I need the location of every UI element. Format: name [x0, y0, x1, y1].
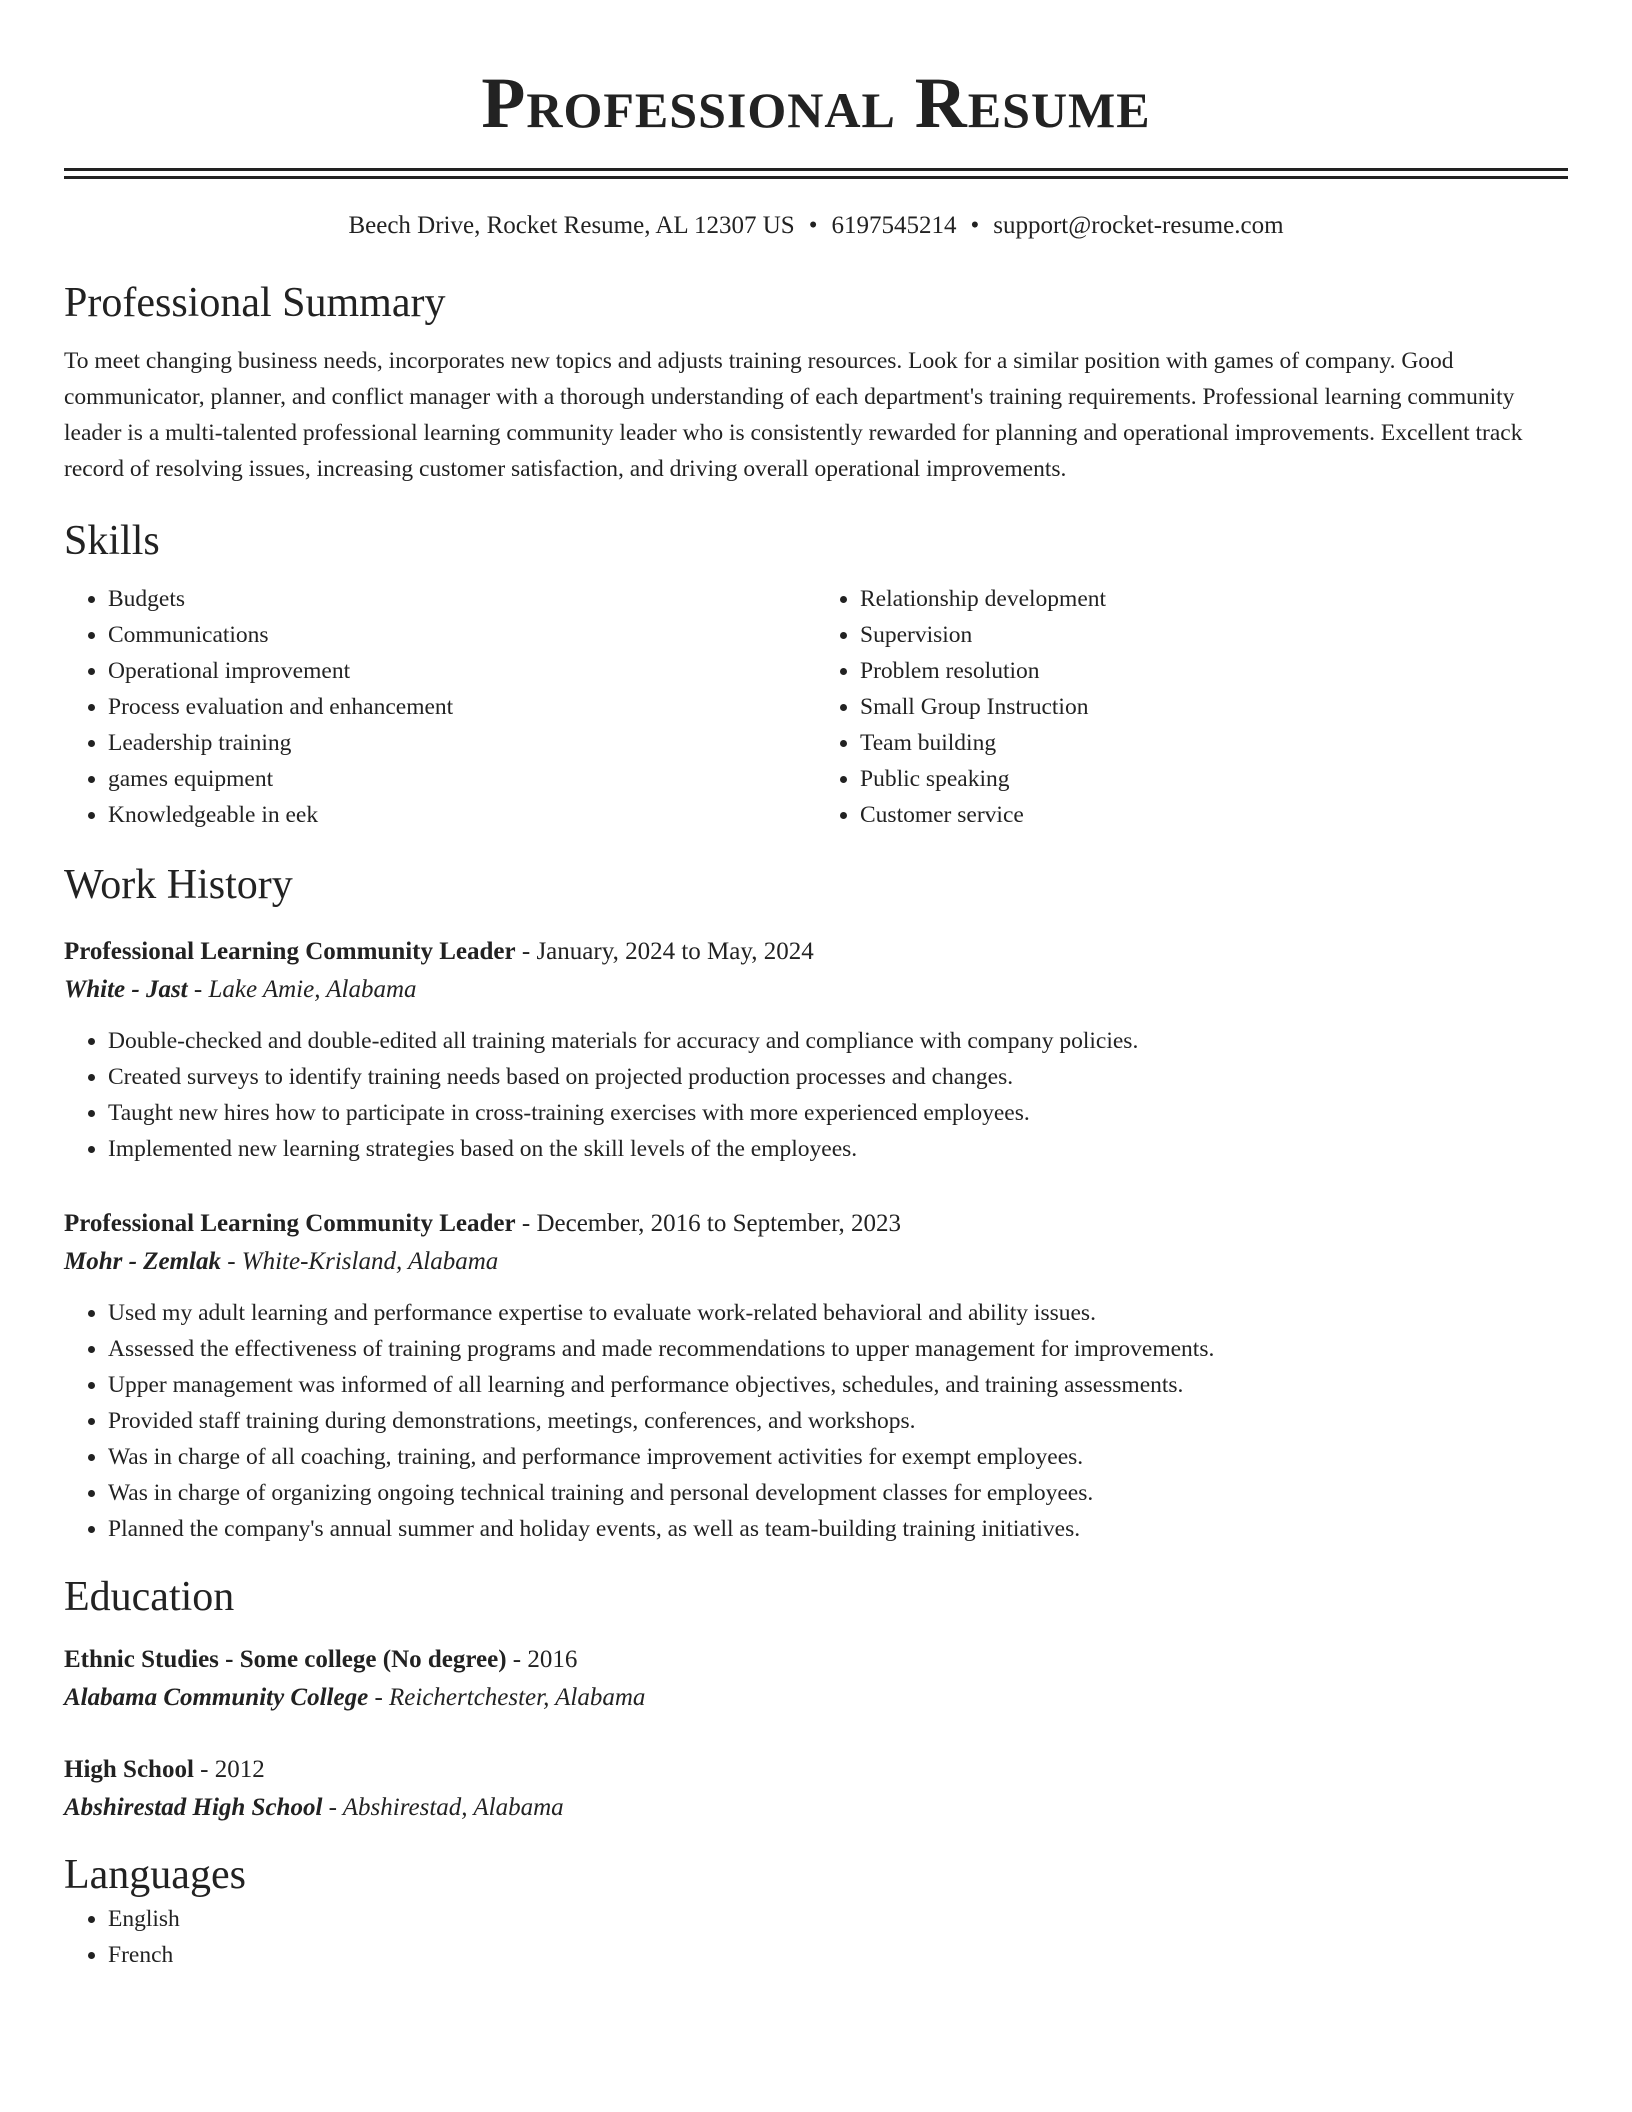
languages-heading: Languages	[64, 1852, 246, 1898]
degree-line	[64, 1751, 1568, 1789]
school-name: Alabama Community College	[64, 1684, 369, 1711]
job-bullet: • Was in charge of all coaching, training, and performance improvement activities for exempt employees.	[108, 1439, 1568, 1475]
title-double-rule	[64, 168, 1568, 179]
skill-item: • Public speaking	[860, 761, 1568, 797]
degree-name: High School	[64, 1756, 194, 1783]
job-bullet: • Planned the company's annual summer and holiday events, as well as team-building training initiatives.	[108, 1511, 1568, 1547]
skills-heading: Skills	[64, 518, 160, 564]
work-history-heading: Work History	[64, 862, 293, 908]
job-bullet: • Implemented new learning strategies based on the skill levels of the employees.	[108, 1131, 1568, 1167]
job-company-line	[64, 971, 1568, 1009]
job-bullet: • Created surveys to identify training needs based on projected production processes and changes.	[108, 1059, 1568, 1095]
contact-separator: •	[970, 212, 980, 239]
job-title: Professional Learning Community Leader	[64, 938, 516, 965]
degree-year: - 2012	[193, 1756, 265, 1783]
contact-line	[64, 209, 1568, 243]
languages-list	[64, 1901, 1568, 1973]
skill-item: • Customer service	[860, 797, 1568, 833]
job-bullet: • Upper management was informed of all learning and performance objectives, schedules, and training assessments.	[108, 1367, 1568, 1403]
job-entry	[64, 933, 1568, 1167]
skill-item: • Leadership training	[108, 725, 816, 761]
summary-text: To meet changing business needs, incorporates new topics and adjusts training resources. Look for a similar position with games of company. Good communicator, planner, and conflict manager with a thorough understanding of each department's training requirements. Professional learning community leader is a multi-talented professional learning community leader who is consistently rewarded for planning and operational improvements. Excellent track record of resolving issues, increasing customer satisfaction, and driving overall operational improvements.	[64, 348, 1523, 482]
skills-left-list	[64, 581, 816, 833]
job-title-line	[64, 1205, 1568, 1243]
job-location: - Lake Amie, Alabama	[187, 976, 417, 1003]
skill-item: • Communications	[108, 617, 816, 653]
education-heading: Education	[64, 1574, 235, 1620]
job-bullets	[64, 1023, 1568, 1167]
education-entry	[64, 1751, 1568, 1827]
job-company: White - Jast	[64, 976, 188, 1003]
degree-year: - 2016	[506, 1646, 578, 1673]
skill-item: • Process evaluation and enhancement	[108, 689, 816, 725]
skill-item: • Supervision	[860, 617, 1568, 653]
job-bullet: • Double-checked and double-edited all training materials for accuracy and compliance with company policies.	[108, 1023, 1568, 1059]
job-bullet: • Used my adult learning and performance expertise to evaluate work-related behavioral and ability issues.	[108, 1295, 1568, 1331]
school-line	[64, 1679, 1568, 1717]
degree-name: Ethnic Studies - Some college (No degree)	[64, 1646, 507, 1673]
education-entry	[64, 1641, 1568, 1717]
job-bullet: • Provided staff training during demonstrations, meetings, conferences, and workshops.	[108, 1403, 1568, 1439]
contact-separator: •	[808, 212, 818, 239]
skill-item: • Problem resolution	[860, 653, 1568, 689]
skills-grid	[64, 581, 1568, 833]
degree-line	[64, 1641, 1568, 1679]
job-dates: - December, 2016 to September, 2023	[515, 1210, 902, 1237]
contact-email: support@rocket-resume.com	[993, 212, 1284, 239]
job-location: - White-Krisland, Alabama	[220, 1248, 499, 1275]
job-bullets	[64, 1295, 1568, 1547]
job-bullet: • Taught new hires how to participate in cross-training exercises with more experienced employees.	[108, 1095, 1568, 1131]
job-entry	[64, 1205, 1568, 1547]
school-line	[64, 1789, 1568, 1827]
school-name: Abshirestad High School	[64, 1794, 323, 1821]
skill-item: • games equipment	[108, 761, 816, 797]
skills-right-list	[816, 581, 1568, 833]
job-title-line	[64, 933, 1568, 971]
job-bullet: • Was in charge of organizing ongoing technical training and personal development classes for employees.	[108, 1475, 1568, 1511]
page-title: Professional Resume	[481, 63, 1151, 143]
language-item: • English	[108, 1901, 1568, 1937]
skill-item: • Relationship development	[860, 581, 1568, 617]
job-company: Mohr - Zemlak	[64, 1248, 221, 1275]
job-company-line	[64, 1243, 1568, 1281]
job-title: Professional Learning Community Leader	[64, 1210, 516, 1237]
school-location: - Abshirestad, Alabama	[322, 1794, 564, 1821]
skill-item: • Small Group Instruction	[860, 689, 1568, 725]
skill-item: • Operational improvement	[108, 653, 816, 689]
summary-heading: Professional Summary	[64, 280, 446, 326]
job-dates: - January, 2024 to May, 2024	[515, 938, 814, 965]
contact-address: Beech Drive, Rocket Resume, AL 12307 US	[348, 212, 795, 239]
skill-item: • Team building	[860, 725, 1568, 761]
school-location: - Reichertchester, Alabama	[368, 1684, 646, 1711]
skill-item: • Knowledgeable in eek	[108, 797, 816, 833]
contact-phone: 6197545214	[831, 212, 957, 239]
language-item: • French	[108, 1937, 1568, 1973]
job-bullet: • Assessed the effectiveness of training programs and made recommendations to upper management for improvements.	[108, 1331, 1568, 1367]
skill-item: • Budgets	[108, 581, 816, 617]
